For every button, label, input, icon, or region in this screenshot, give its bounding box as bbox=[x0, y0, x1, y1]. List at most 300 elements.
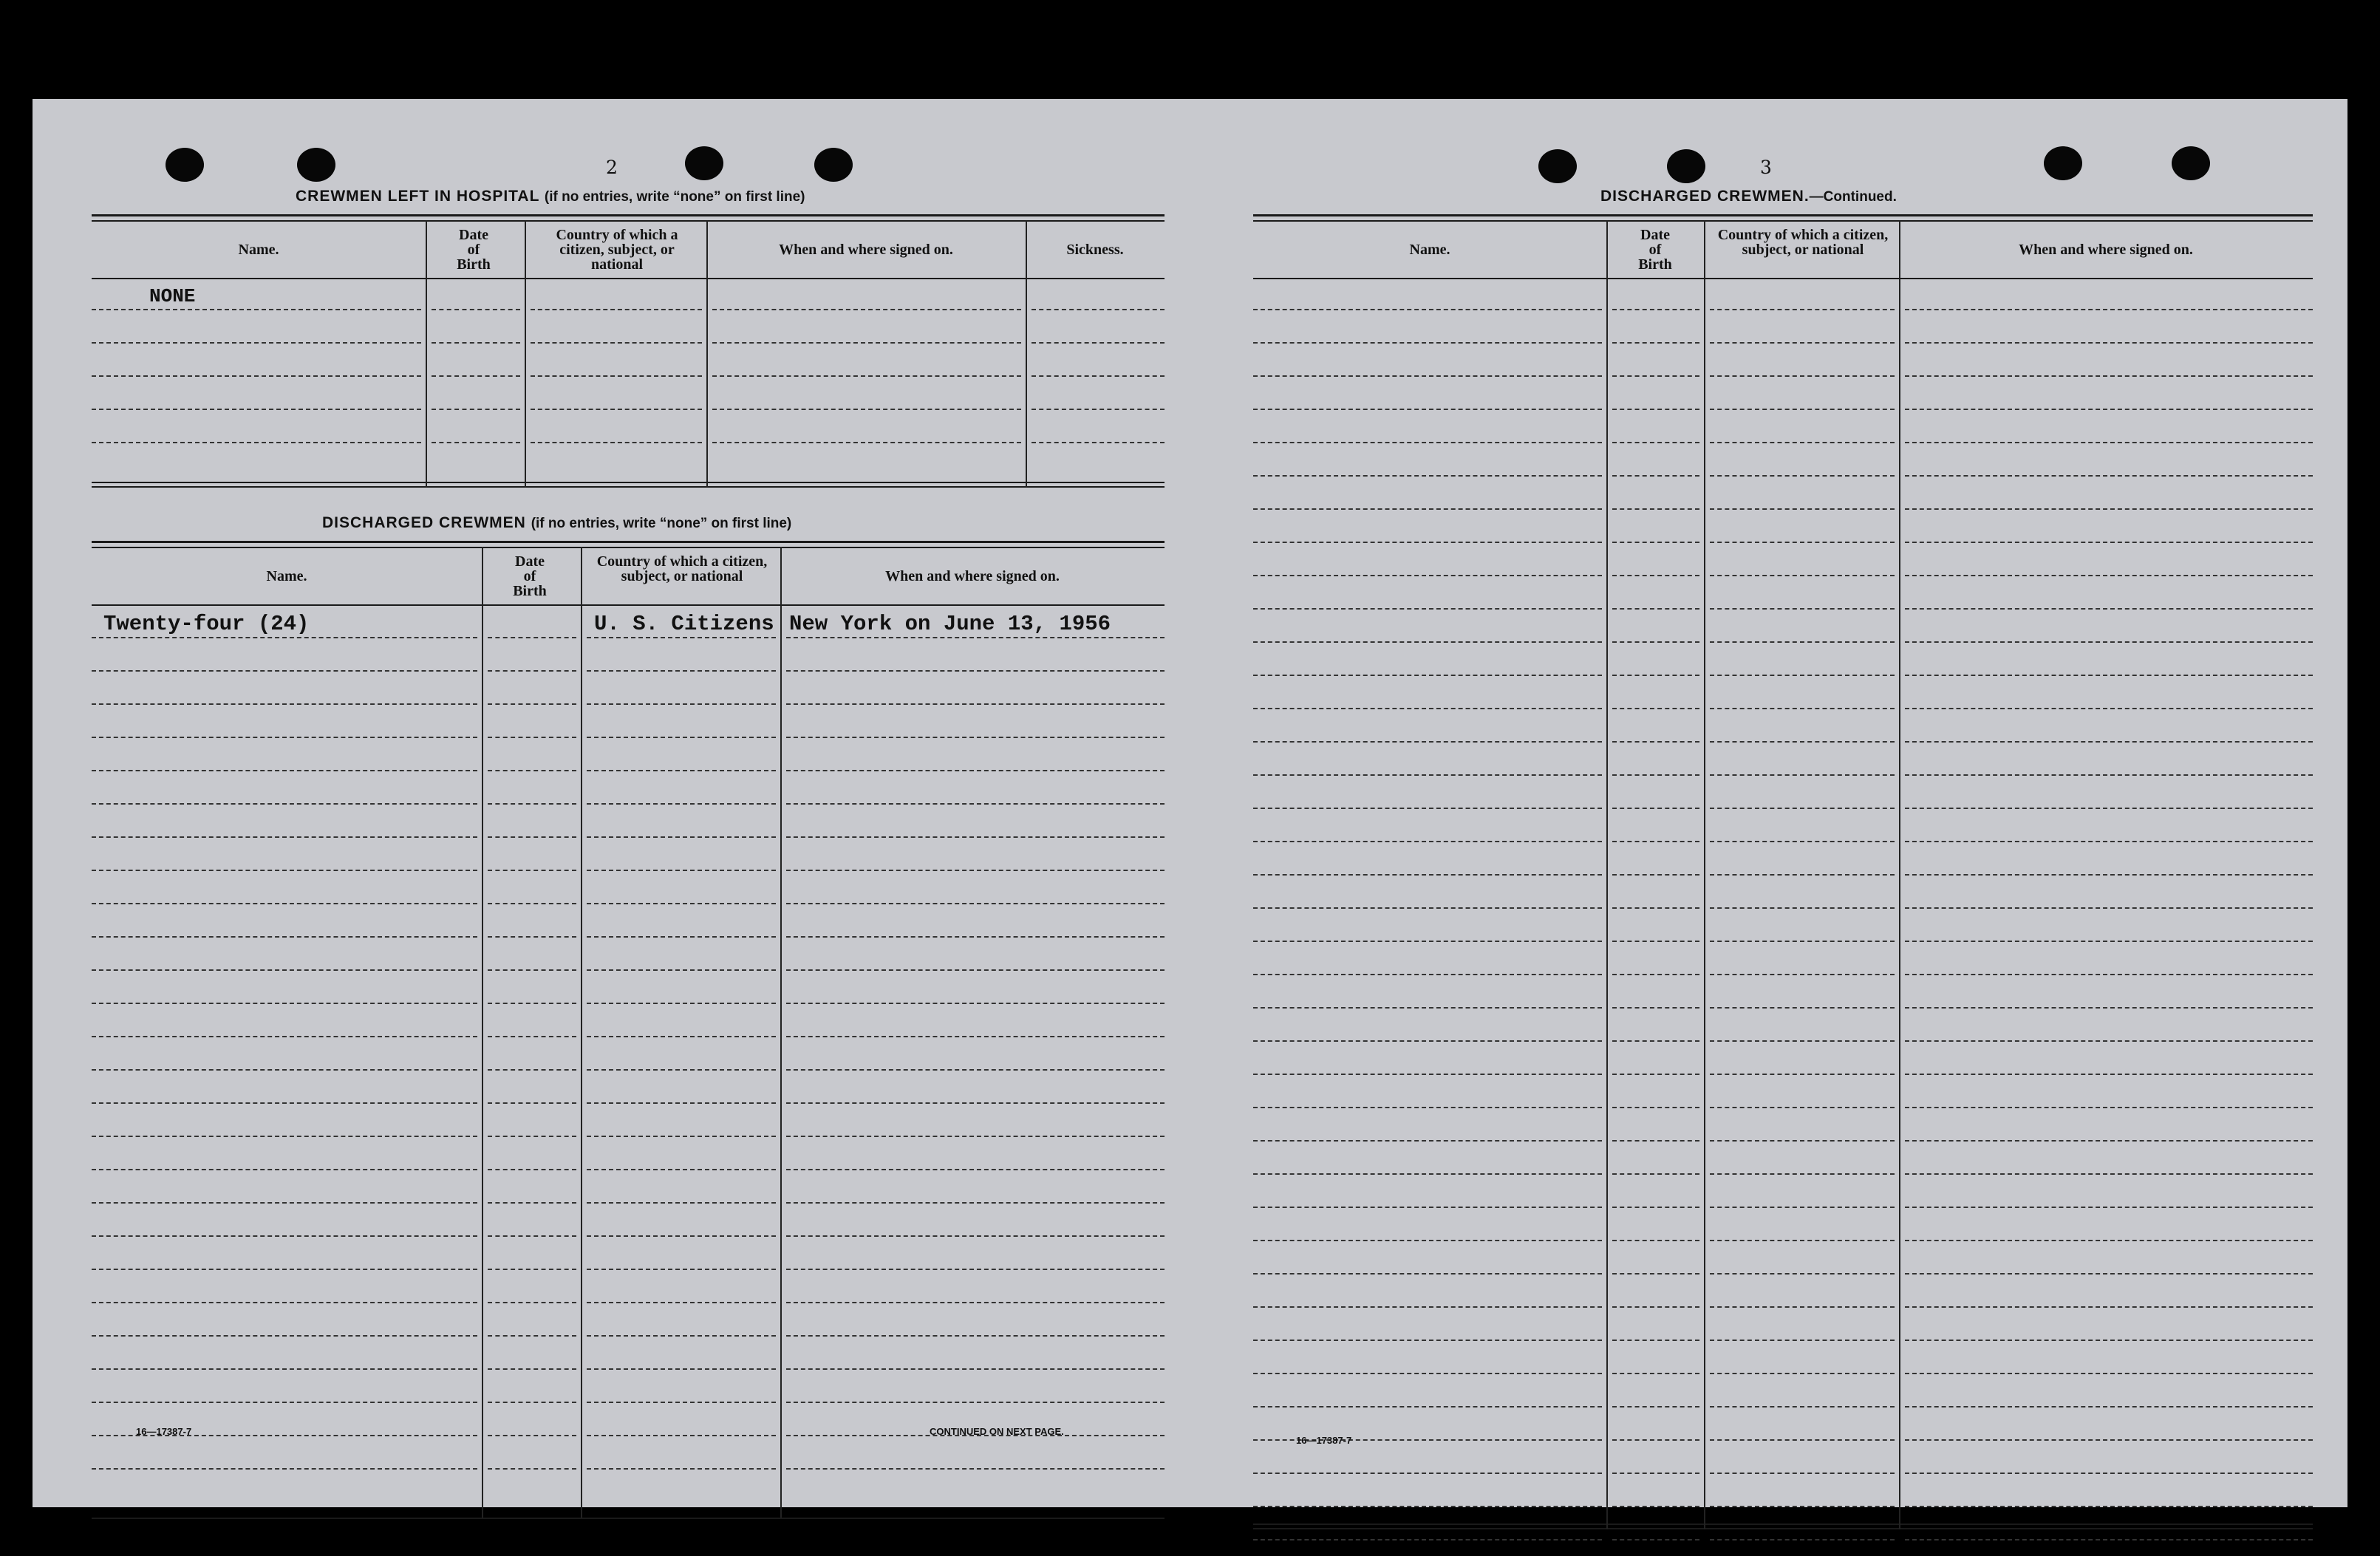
ruled-line bbox=[1710, 409, 1895, 410]
ruled-line bbox=[786, 1069, 1165, 1071]
ruled-line bbox=[92, 1102, 477, 1104]
ruled-line bbox=[786, 903, 1165, 904]
ruled-line bbox=[92, 1069, 477, 1071]
column-divider bbox=[482, 547, 483, 1518]
ruled-line bbox=[712, 342, 1021, 344]
right-page-number: 3 bbox=[1760, 157, 1772, 178]
ruled-line bbox=[432, 309, 520, 310]
ruled-line bbox=[1612, 774, 1699, 776]
punch-hole bbox=[685, 146, 723, 180]
ruled-line bbox=[531, 442, 702, 443]
hospital-title-text: CREWMEN LEFT IN HOSPITAL bbox=[296, 188, 540, 205]
ruled-line bbox=[92, 442, 421, 443]
punch-hole bbox=[166, 148, 204, 182]
ruled-line bbox=[786, 737, 1165, 738]
ruled-line bbox=[432, 409, 520, 410]
ruled-line bbox=[488, 1235, 576, 1237]
ruled-line bbox=[587, 936, 776, 938]
punch-hole bbox=[1667, 149, 1705, 183]
ruled-line bbox=[92, 309, 421, 310]
ruled-line bbox=[1905, 808, 2313, 809]
ruled-line bbox=[1253, 641, 1602, 643]
ruled-line bbox=[786, 703, 1165, 705]
ruled-line bbox=[488, 1335, 576, 1337]
table-bottom-rule bbox=[1253, 1528, 2313, 1529]
ruled-line bbox=[92, 1402, 477, 1403]
ruled-line bbox=[531, 309, 702, 310]
ruled-line bbox=[786, 670, 1165, 672]
ruled-line bbox=[488, 1202, 576, 1204]
column-header-when-where: When and where signed on. bbox=[779, 242, 953, 258]
ruled-line bbox=[488, 1302, 576, 1303]
hospital-section-title bbox=[296, 188, 805, 205]
ruled-line bbox=[587, 803, 776, 805]
ruled-line bbox=[587, 1202, 776, 1204]
ruled-line bbox=[786, 1402, 1165, 1403]
ruled-line bbox=[488, 1368, 576, 1370]
ruled-line bbox=[587, 1302, 776, 1303]
ruled-line bbox=[587, 1136, 776, 1137]
ruled-line bbox=[1905, 442, 2313, 443]
ruled-line bbox=[1710, 1173, 1895, 1175]
table-top-rule bbox=[92, 214, 1165, 216]
ruled-line bbox=[1710, 1107, 1895, 1108]
ruled-line bbox=[92, 375, 421, 377]
ruled-line bbox=[1612, 1473, 1699, 1474]
ruled-line bbox=[1253, 1207, 1602, 1208]
ruled-line bbox=[786, 1269, 1165, 1270]
ruled-line bbox=[488, 770, 576, 771]
ruled-line bbox=[1612, 907, 1699, 909]
ruled-line bbox=[488, 903, 576, 904]
ruled-line bbox=[488, 1036, 576, 1037]
table-top-rule bbox=[92, 541, 1165, 543]
table-bottom-rule bbox=[1253, 1523, 2313, 1525]
ruled-line bbox=[587, 1468, 776, 1470]
ruled-line bbox=[1710, 1539, 1895, 1540]
ruled-line bbox=[786, 969, 1165, 971]
ruled-line bbox=[488, 637, 576, 638]
ruled-line bbox=[488, 703, 576, 705]
ruled-line bbox=[1253, 841, 1602, 842]
right-section-title bbox=[1600, 188, 1897, 205]
ruled-line bbox=[1710, 1074, 1895, 1075]
ruled-line bbox=[488, 1136, 576, 1137]
ruled-line bbox=[531, 409, 702, 410]
column-divider bbox=[706, 220, 708, 488]
ruled-line bbox=[92, 1235, 477, 1237]
ruled-line bbox=[1253, 1340, 1602, 1341]
ruled-line bbox=[92, 969, 477, 971]
ruled-line bbox=[786, 936, 1165, 938]
punch-hole bbox=[1538, 149, 1577, 183]
ruled-line bbox=[587, 637, 776, 638]
header-bottom-rule bbox=[1253, 278, 2313, 279]
ruled-line bbox=[92, 703, 477, 705]
column-header-country: Country of which a citizen, subject, or national bbox=[1717, 227, 1889, 258]
ruled-line bbox=[1253, 508, 1602, 510]
discharged-table bbox=[92, 541, 1165, 1523]
ruled-line bbox=[1905, 1040, 2313, 1042]
ruled-line bbox=[488, 870, 576, 871]
ruled-line bbox=[1905, 741, 2313, 743]
ruled-line bbox=[1612, 542, 1699, 543]
ruled-line bbox=[1905, 309, 2313, 310]
continued-note: CONTINUED ON NEXT PAGE. bbox=[930, 1426, 1064, 1437]
ruled-line bbox=[1253, 442, 1602, 443]
ruled-line bbox=[1710, 342, 1895, 344]
ruled-line bbox=[488, 1169, 576, 1170]
column-header-name: Name. bbox=[238, 242, 279, 258]
ruled-line bbox=[488, 969, 576, 971]
right-form-number: 16—17387-7 bbox=[1296, 1435, 1352, 1446]
ruled-line bbox=[1710, 1007, 1895, 1009]
ruled-line bbox=[786, 1136, 1165, 1137]
ruled-line bbox=[587, 1069, 776, 1071]
ruled-line bbox=[1612, 1040, 1699, 1042]
ruled-line bbox=[1612, 675, 1699, 676]
table-top-rule bbox=[92, 547, 1165, 548]
ruled-line bbox=[1710, 542, 1895, 543]
column-divider bbox=[1026, 220, 1027, 488]
ruled-line bbox=[1710, 874, 1895, 876]
ruled-line bbox=[488, 803, 576, 805]
ruled-line bbox=[786, 1169, 1165, 1170]
ruled-line bbox=[1710, 641, 1895, 643]
ruled-line bbox=[1032, 442, 1165, 443]
ruled-line bbox=[1710, 1040, 1895, 1042]
ruled-line bbox=[488, 737, 576, 738]
ruled-line bbox=[1710, 608, 1895, 610]
header-bottom-rule bbox=[92, 604, 1165, 606]
ruled-line bbox=[1710, 941, 1895, 942]
ruled-line bbox=[92, 670, 477, 672]
ruled-line bbox=[1253, 974, 1602, 975]
ruled-line bbox=[1710, 774, 1895, 776]
ruled-line bbox=[786, 803, 1165, 805]
ruled-line bbox=[1710, 1207, 1895, 1208]
ruled-line bbox=[92, 1202, 477, 1204]
ruled-line bbox=[1905, 608, 2313, 610]
ruled-line bbox=[92, 936, 477, 938]
ruled-line bbox=[1253, 542, 1602, 543]
ruled-line bbox=[786, 637, 1165, 638]
ruled-line bbox=[1905, 1506, 2313, 1507]
ruled-line bbox=[1905, 874, 2313, 876]
column-header-date-of-birth: Date of Birth bbox=[1638, 227, 1672, 273]
column-header-date-of-birth: Date of Birth bbox=[513, 553, 547, 599]
ruled-line bbox=[786, 870, 1165, 871]
ruled-line bbox=[1612, 1273, 1699, 1275]
ruled-line bbox=[587, 1169, 776, 1170]
table-top-rule bbox=[1253, 214, 2313, 216]
punch-hole bbox=[297, 148, 335, 182]
ruled-line bbox=[1612, 1373, 1699, 1374]
ruled-line bbox=[1612, 1207, 1699, 1208]
ruled-line bbox=[1253, 1173, 1602, 1175]
ruled-line bbox=[1253, 907, 1602, 909]
discharged-title-text: DISCHARGED CREWMEN bbox=[322, 514, 526, 531]
ruled-line bbox=[587, 1102, 776, 1104]
ruled-line bbox=[1905, 1107, 2313, 1108]
ruled-line bbox=[1710, 475, 1895, 477]
table-top-rule bbox=[92, 220, 1165, 222]
ruled-line bbox=[1612, 1539, 1699, 1540]
ruled-line bbox=[92, 1136, 477, 1137]
ruled-line bbox=[587, 903, 776, 904]
ruled-line bbox=[1710, 1473, 1895, 1474]
ruled-line bbox=[712, 309, 1021, 310]
ruled-line bbox=[1905, 542, 2313, 543]
ruled-line bbox=[1710, 1406, 1895, 1407]
ruled-line bbox=[1612, 1506, 1699, 1507]
ruled-line bbox=[1612, 1173, 1699, 1175]
ruled-line bbox=[1710, 675, 1895, 676]
ruled-line bbox=[1612, 1240, 1699, 1241]
ruled-line bbox=[1905, 941, 2313, 942]
hospital-row-name: NONE bbox=[149, 285, 196, 307]
ruled-line bbox=[1905, 1340, 2313, 1341]
ruled-line bbox=[488, 936, 576, 938]
discharged-row-when-where: New York on June 13, 1956 bbox=[789, 612, 1111, 636]
ruled-line bbox=[1612, 575, 1699, 576]
ruled-line bbox=[1612, 1140, 1699, 1142]
ruled-line bbox=[1612, 475, 1699, 477]
ruled-line bbox=[92, 1169, 477, 1170]
ruled-line bbox=[1612, 608, 1699, 610]
ruled-line bbox=[1905, 1273, 2313, 1275]
column-divider bbox=[581, 547, 582, 1518]
ruled-line bbox=[1905, 708, 2313, 709]
ruled-line bbox=[488, 1468, 576, 1470]
ruled-line bbox=[1905, 342, 2313, 344]
ruled-line bbox=[1253, 1107, 1602, 1108]
ruled-line bbox=[92, 637, 477, 638]
ruled-line bbox=[786, 836, 1165, 838]
ruled-line bbox=[1905, 1240, 2313, 1241]
column-header-date-of-birth: Date of Birth bbox=[457, 227, 491, 273]
ruled-line bbox=[1612, 375, 1699, 377]
ruled-line bbox=[1905, 1007, 2313, 1009]
ruled-line bbox=[1710, 1306, 1895, 1308]
column-header-name: Name. bbox=[1409, 242, 1450, 258]
ruled-line bbox=[488, 1402, 576, 1403]
ruled-line bbox=[1905, 675, 2313, 676]
ruled-line bbox=[1710, 1506, 1895, 1507]
punch-hole bbox=[2044, 146, 2082, 180]
ruled-line bbox=[1253, 1240, 1602, 1241]
ruled-line bbox=[1612, 874, 1699, 876]
ruled-line bbox=[786, 770, 1165, 771]
ruled-line bbox=[1253, 1373, 1602, 1374]
ruled-line bbox=[1253, 675, 1602, 676]
ruled-line bbox=[1905, 409, 2313, 410]
ruled-line bbox=[1710, 442, 1895, 443]
punch-hole bbox=[2172, 146, 2210, 180]
ruled-line bbox=[786, 1003, 1165, 1004]
ruled-line bbox=[1905, 1173, 2313, 1175]
ruled-line bbox=[1710, 309, 1895, 310]
ruled-line bbox=[1253, 375, 1602, 377]
ruled-line bbox=[531, 375, 702, 377]
column-header-sickness: Sickness. bbox=[1066, 242, 1124, 258]
table-bottom-rule bbox=[92, 482, 1165, 483]
ruled-line bbox=[1253, 1140, 1602, 1142]
ruled-line bbox=[1612, 1107, 1699, 1108]
ruled-line bbox=[587, 770, 776, 771]
table-bottom-rule bbox=[92, 486, 1165, 488]
ruled-line bbox=[92, 1036, 477, 1037]
column-header-name: Name. bbox=[266, 568, 307, 584]
ruled-line bbox=[1612, 1406, 1699, 1407]
discharged-row-name: Twenty-four (24) bbox=[103, 612, 310, 636]
header-bottom-rule bbox=[92, 278, 1165, 279]
ruled-line bbox=[786, 1335, 1165, 1337]
column-divider bbox=[1606, 220, 1608, 1529]
ruled-line bbox=[432, 342, 520, 344]
discharged-section-title bbox=[322, 514, 791, 532]
ruled-line bbox=[587, 836, 776, 838]
ruled-line bbox=[1612, 741, 1699, 743]
ruled-line bbox=[1612, 309, 1699, 310]
ruled-line bbox=[587, 670, 776, 672]
ruled-line bbox=[1253, 342, 1602, 344]
ruled-line bbox=[92, 903, 477, 904]
ruled-line bbox=[1710, 808, 1895, 809]
ruled-line bbox=[1905, 1406, 2313, 1407]
ruled-line bbox=[1612, 342, 1699, 344]
ruled-line bbox=[1905, 841, 2313, 842]
ruled-line bbox=[1612, 1306, 1699, 1308]
column-divider bbox=[1704, 220, 1705, 1529]
ruled-line bbox=[786, 1102, 1165, 1104]
ruled-line bbox=[432, 375, 520, 377]
column-header-when-where: When and where signed on. bbox=[2019, 242, 2193, 258]
ruled-line bbox=[432, 442, 520, 443]
ruled-line bbox=[92, 836, 477, 838]
ruled-line bbox=[1253, 1040, 1602, 1042]
ruled-line bbox=[1253, 874, 1602, 876]
ruled-line bbox=[531, 342, 702, 344]
ruled-line bbox=[1253, 808, 1602, 809]
ruled-line bbox=[1710, 575, 1895, 576]
ruled-line bbox=[1905, 375, 2313, 377]
ruled-line bbox=[1253, 741, 1602, 743]
ruled-line bbox=[92, 1468, 477, 1470]
ruled-line bbox=[1612, 1439, 1699, 1441]
ruled-line bbox=[1905, 508, 2313, 510]
ruled-line bbox=[488, 1102, 576, 1104]
ruled-line bbox=[1612, 941, 1699, 942]
ruled-line bbox=[1612, 1340, 1699, 1341]
ruled-line bbox=[1612, 508, 1699, 510]
ruled-line bbox=[587, 870, 776, 871]
right-title-text: DISCHARGED CREWMEN. bbox=[1600, 188, 1810, 205]
ruled-line bbox=[488, 1003, 576, 1004]
table-bottom-rule bbox=[92, 1518, 1165, 1519]
ruled-line bbox=[92, 1003, 477, 1004]
ruled-line bbox=[712, 409, 1021, 410]
ruled-line bbox=[1905, 575, 2313, 576]
ruled-line bbox=[92, 342, 421, 344]
ruled-line bbox=[1253, 575, 1602, 576]
ruled-line bbox=[1905, 641, 2313, 643]
ruled-line bbox=[1612, 841, 1699, 842]
ruled-line bbox=[1612, 409, 1699, 410]
ruled-line bbox=[1905, 774, 2313, 776]
ruled-line bbox=[1905, 1539, 2313, 1540]
column-divider bbox=[780, 547, 782, 1518]
ruled-line bbox=[1710, 508, 1895, 510]
ruled-line bbox=[1710, 1373, 1895, 1374]
ruled-line bbox=[1905, 1207, 2313, 1208]
ruled-line bbox=[1710, 1439, 1895, 1441]
ruled-line bbox=[1253, 1406, 1602, 1407]
ruled-line bbox=[1905, 974, 2313, 975]
punch-hole bbox=[814, 148, 853, 182]
ruled-line bbox=[92, 409, 421, 410]
column-divider bbox=[426, 220, 427, 488]
ruled-line bbox=[1905, 907, 2313, 909]
ruled-line bbox=[1710, 907, 1895, 909]
ruled-line bbox=[1905, 1373, 2313, 1374]
ruled-line bbox=[1905, 1074, 2313, 1075]
ruled-line bbox=[1032, 309, 1165, 310]
ruled-line bbox=[1612, 708, 1699, 709]
ruled-line bbox=[587, 1036, 776, 1037]
ruled-line bbox=[92, 1335, 477, 1337]
ruled-line bbox=[1253, 1074, 1602, 1075]
ruled-line bbox=[1710, 841, 1895, 842]
ruled-line bbox=[92, 1269, 477, 1270]
ruled-line bbox=[488, 1069, 576, 1071]
ruled-line bbox=[587, 969, 776, 971]
ruled-line bbox=[1710, 1273, 1895, 1275]
table-top-rule bbox=[1253, 220, 2313, 222]
ruled-line bbox=[1253, 1473, 1602, 1474]
ruled-line bbox=[587, 1368, 776, 1370]
ruled-line bbox=[1032, 342, 1165, 344]
ruled-line bbox=[1253, 1007, 1602, 1009]
ruled-line bbox=[488, 670, 576, 672]
ruled-line bbox=[1253, 309, 1602, 310]
ruled-line bbox=[786, 1202, 1165, 1204]
ruled-line bbox=[1710, 1140, 1895, 1142]
ruled-line bbox=[786, 1302, 1165, 1303]
ruled-line bbox=[92, 803, 477, 805]
ruled-line bbox=[1612, 1007, 1699, 1009]
ruled-line bbox=[587, 1435, 776, 1436]
ruled-line bbox=[712, 442, 1021, 443]
ruled-line bbox=[1612, 808, 1699, 809]
ruled-line bbox=[1612, 974, 1699, 975]
ruled-line bbox=[92, 770, 477, 771]
ruled-line bbox=[488, 1269, 576, 1270]
ruled-line bbox=[1905, 475, 2313, 477]
ruled-line bbox=[488, 1435, 576, 1436]
ruled-line bbox=[92, 870, 477, 871]
ruled-line bbox=[488, 836, 576, 838]
document-sheet bbox=[33, 99, 2347, 1507]
ruled-line bbox=[1253, 774, 1602, 776]
ruled-line bbox=[587, 1402, 776, 1403]
ruled-line bbox=[1710, 375, 1895, 377]
ruled-line bbox=[587, 1269, 776, 1270]
ruled-line bbox=[587, 737, 776, 738]
discharged-title-instruction: (if no entries, write “none” on first line) bbox=[531, 516, 792, 531]
ruled-line bbox=[786, 1368, 1165, 1370]
ruled-line bbox=[1253, 1273, 1602, 1275]
